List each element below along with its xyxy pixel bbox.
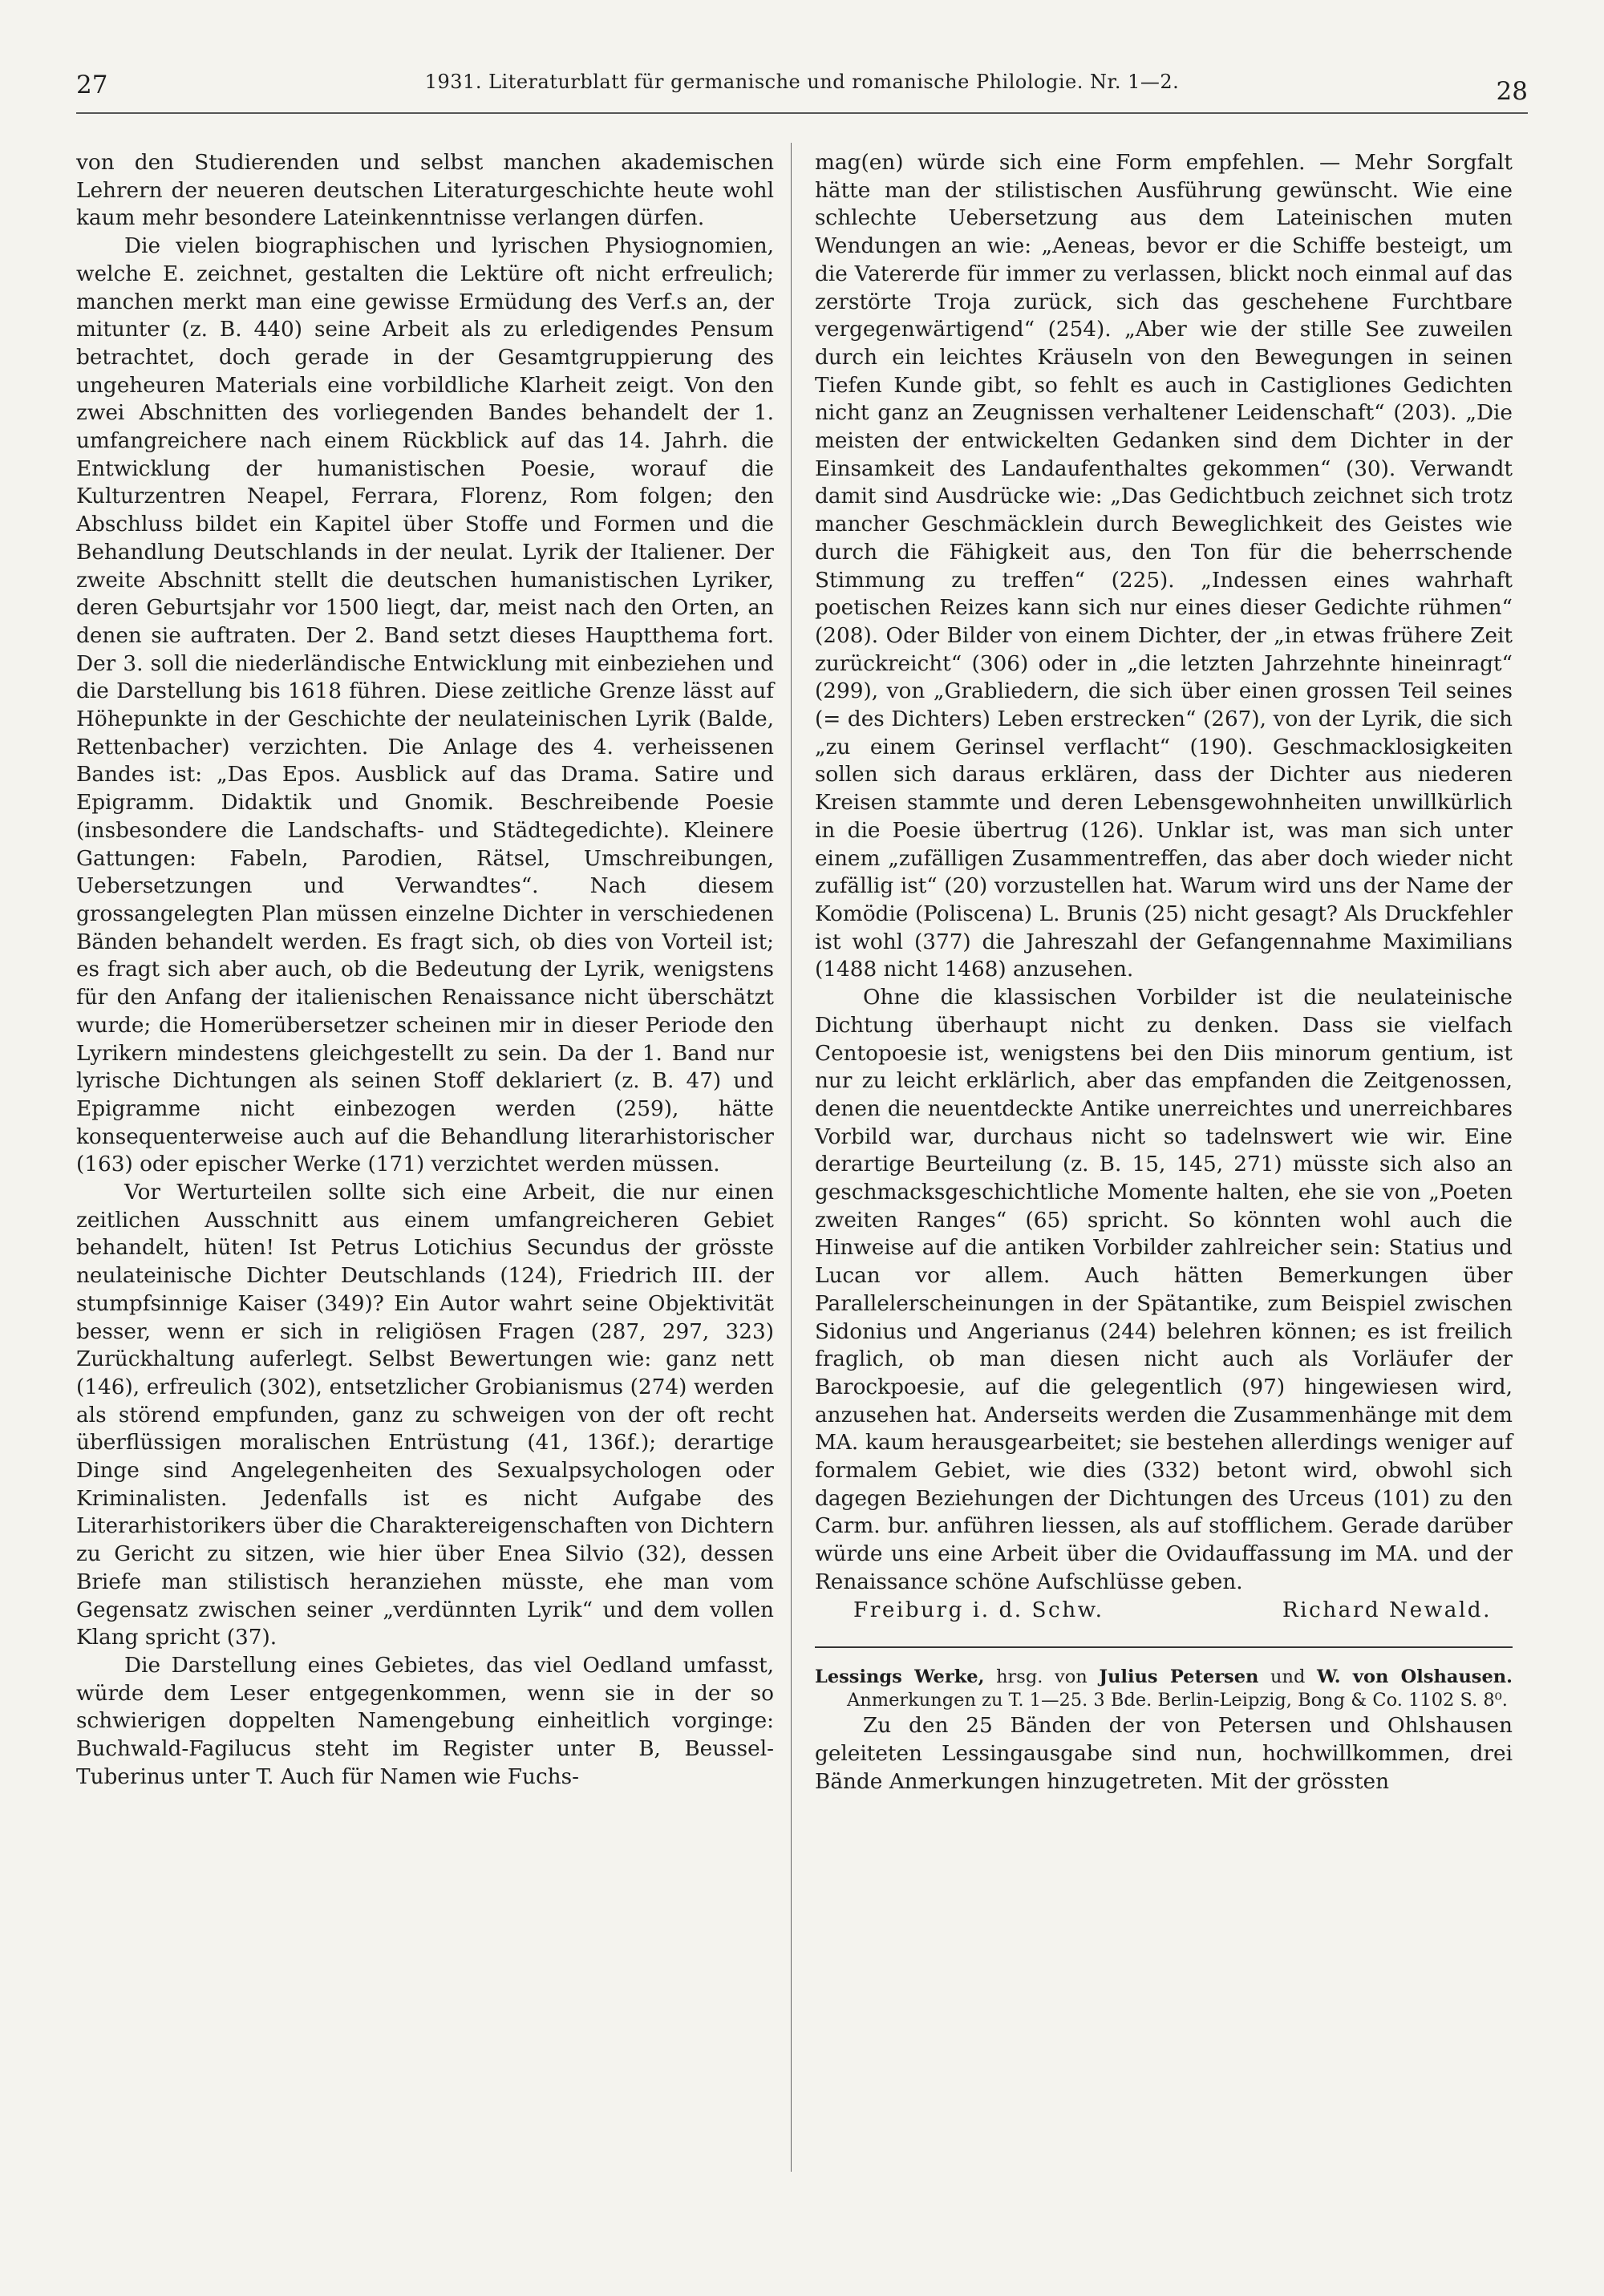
paragraph: Vor Werturteilen sollte sich eine Arbeit, die nur einen zeitlichen Ausschnitt aus einem umfangreicheren Gebiet behandelt, hüten! Ist Petrus Lotichius Secundus der grösste neulateinische Dichter Deutschlands (124), Friedrich III. der stumpfsinnige Kaiser (349)? Ein Autor wahrt seine Objektivität besser, wenn er sich in religiösen Fragen (287, 297, 323) Zurückhaltung auferlegt. Selbst Bewertungen wie: ganz nett (146), erfreulich (302), entsetzlicher Grobianismus (274) werden als störend empfunden, ganz zu schweigen von der oft recht überflüssigen moralischen Entrüstung (41, 136f.); derartige Dinge sind Angelegenheiten des Sexualpsychologen oder Kriminalisten. Jedenfalls ist es nicht Aufgabe des Literarhistorikers über die Charaktereigenschaften von Dichtern zu Gericht zu sitzen, wie hier über Enea Silvio (32), dessen Briefe man stilistisch heranziehen müsste, ehe man vom Gegensatz zwischen seiner „verdünnten Lyrik“ und dem vollen Klang spricht (37). (76, 1180, 774, 1650)
paragraph: Zu den 25 Bänden der von Petersen und Ohlshausen geleiteten Lessingausgabe sind nun, hochwillkommen, drei Bände Anmerkungen hinzugetreten. Mit der grössten (815, 1714, 1513, 1794)
paragraph: Die Darstellung eines Gebietes, das viel Oedland umfasst, würde dem Leser entgegenkommen, wenn sie in der so schwierigen doppelten Namengebung einheitlich vorginge: Buchwald-Fagilucus steht im Register unter B, Beussel-Tuberinus unter T. Auch für Namen wie Fuchs- (76, 1653, 774, 1789)
paragraph: mag(en) würde sich eine Form empfehlen. — Mehr Sorgfalt hätte man der stilistischen Ausführung gewünscht. Wie eine schlechte Uebersetzung aus dem Lateinischen muten Wendungen an wie: „Aeneas, bevor er die Schiffe besteigt, um die Vatererde für immer zu verlassen, blickt noch einmal auf das zerstörte Troja zurück, sich das geschehene Furchtbare vergegenwärtigend“ (254). „Aber wie der stille See zuweilen durch ein leichtes Kräuseln von den Bewegungen in seinen Tiefen Kunde gibt, so fehlt es auch in Castigliones Gedichten nicht ganz an Zeugnissen verhaltener Leidenschaft“ (203). „Die meisten der entwickelten Gedanken sind dem Dichter in der Einsamkeit des Landaufenthaltes gekommen“ (30). Verwandt damit sind Ausdrücke wie: „Das Gedichtbuch zeichnet sich trotz mancher Geschmäcklein durch Beweglichkeit des Geistes wie durch die Fähigkeit aus, den Ton für die beherrschende Stimmung zu treffen“ (225). „Indessen eines wahrhaft poetischen Reizes kann sich nur eines dieser Gedichte rühmen“ (208). Oder Bilder von einem Dichter, der „in etwas frühere Zeit zurückreicht“ (306) oder in „die letzten Jahrzehnte hineinragt“ (299), von „Grabliedern, die sich über einen grossen Teil seines (= des Dichters) Leben erstrecken“ (267), von der Lyrik, die sich „zu einem Gerinsel verflacht“ (190). Geschmacklosigkeiten sollen sich daraus erklären, dass der Dichter aus niederen Kreisen stammte und deren Lebensgewohnheiten unwillkürlich in die Poesie übertrug (126). Unklar ist, was man sich unter einem „zufälligen Zusammentreffen, das aber doch wieder nicht zufällig ist“ (20) vorzustellen hat. Warum wird uns der Name der Komödie (Poliscena) L. Brunis (25) nicht gesagt? Als Druckfehler ist wohl (377) die Jahreszahl der Gefangennahme Maximilians (1488 nicht 1468) anzusehen. (815, 151, 1513, 982)
page-header (76, 71, 1528, 111)
running-title: 1931. Literaturblatt für germanische und romanische Philologie. Nr. 1—2. (424, 71, 1180, 93)
paragraph: Ohne die klassischen Vorbilder ist die neulateinische Dichtung überhaupt nicht zu denken. Dass sie vielfach Centopoesie ist, wenigstens bei den Diis minorum gentium, ist nur zu leicht erklärlich, aber das empfanden die Zeitgenossen, denen die neuentdeckte Antike unerreichtes und unerreichbares Vorbild war, durchaus nicht so tadelnswert wie wir. Eine derartige Beurteilung (z. B. 15, 145, 271) müsste sich also an geschmacksgeschichtliche Momente halten, ehe sie von „Poeten zweiten Ranges“ (65) spricht. So könnten wohl auch die Hinweise auf die antiken Vorbilder zahlreicher sein: Statius und Lucan vor allem. Auch hätten Bemerkungen über Parallelerscheinungen in der Spätantike, zum Beispiel zwischen Sidonius und Angerianus (244) belehren können; es ist freilich fraglich, ob man diesen nicht auch als Vorläufer der Barockpoesie, auf die gelegentlich (97) hingewiesen wird, anzusehen hat. Anderseits werden die Zusammenhänge mit dem MA. kaum herausgearbeitet; sie bestehen allerdings weniger auf formalem Gebiet, wie dies (332) betont wird, obwohl sich dagegen Beziehungen der Dichtungen des Urceus (101) zu den Carm. bur. anführen liessen, als auf stofflichem. Gerade darüber würde uns eine Arbeit über die Ovidauffassung im MA. und der Renaissance schöne Aufschlüsse geben. (815, 986, 1513, 1594)
paragraph: von den Studierenden und selbst manchen akademischen Lehrern der neueren deutschen Literaturgeschichte heute wohl kaum mehr besondere Lateinkenntnisse verlangen dürfen. (76, 151, 774, 231)
signature-author: Richard Newald. (1282, 1597, 1492, 1622)
bib-text: hrsg. von (984, 1666, 1100, 1688)
review-signature (815, 1597, 1513, 1625)
bibliographic-entry (815, 1666, 1513, 1712)
page-number-right: 28 (1496, 77, 1528, 106)
bib-text: Anmerkungen zu T. 1—25. 3 Bde. Berlin-Leipzig, Bong & Co. 1102 S. 8⁰. (847, 1690, 1508, 1711)
signature-place: Freiburg i. d. Schw. (853, 1597, 1104, 1622)
section-separator (815, 1646, 1513, 1648)
column-divider (791, 143, 792, 2172)
bib-editor: Julius Petersen (1099, 1666, 1259, 1688)
header-rule (76, 112, 1528, 114)
right-column (815, 149, 1513, 1796)
bib-text: und (1258, 1666, 1318, 1688)
page-number-left: 27 (76, 71, 108, 99)
left-column (76, 149, 774, 1791)
paragraph: Die vielen biographischen und lyrischen Physiognomien, welche E. zeichnet, gestalten die Lektüre oft nicht erfreulich; manchen merkt man eine gewisse Ermüdung des Verf.s an, der mitunter (z. B. 440) seine Arbeit als zu erledigendes Pensum betrachtet, doch gerade in der Gesamtgruppierung des ungeheuren Materials eine vorbildliche Klarheit zeigt. Von den zwei Abschnitten des vorliegenden Bandes behandelt der 1. umfangreichere nach einem Rückblick auf das 14. Jahrh. die Entwicklung der humanistischen Poesie, worauf die Kulturzentren Neapel, Ferrara, Florenz, Rom folgen; den Abschluss bildet ein Kapitel über Stoffe und Formen und die Behandlung Deutschlands in der neulat. Lyrik der Italiener. Der zweite Abschnitt stellt die deutschen humanistischen Lyriker, deren Geburtsjahr vor 1500 liegt, dar, meist nach den Orten, an denen sie auftraten. Der 2. Band setzt dieses Hauptthema fort. Der 3. soll die niederländische Entwicklung mit einbeziehen und die Darstellung bis 1618 führen. Diese zeitliche Grenze lässt auf Höhepunkte in der Geschichte der neulateinischen Lyrik (Balde, Rettenbacher) verzichten. Die Anlage des 4. verheissenen Bandes ist: „Das Epos. Ausblick auf das Drama. Satire und Epigramm. Didaktik und Gnomik. Beschreibende Poesie (insbesondere die Landschafts- und Städtegedichte). Kleinere Gattungen: Fabeln, Parodien, Rätsel, Umschreibungen, Uebersetzungen und Verwandtes“. Nach diesem grossangelegten Plan müssen einzelne Dichter in verschiedenen Bänden behandelt werden. Es fragt sich, ob dies von Vorteil ist; es fragt sich aber auch, ob die Bedeutung der Lyrik, wenigstens für den Anfang der italienischen Renaissance nicht überschätzt wurde; die Homerübersetzer scheinen mir in dieser Periode den Lyrikern mindestens gleichgestellt zu sein. Da der 1. Band nur lyrische Dichtungen als seinen Stoff deklariert (z. B. 47) und Epigramme nicht einbezogen werden (259), hätte konsequenterweise auch auf die Behandlung literarhistorischer (163) oder epischer Werke (171) verzichtet werden müssen. (76, 234, 774, 1177)
bib-editor: W. von Olshausen. (1317, 1666, 1513, 1688)
bib-title: Lessings Werke, (815, 1666, 985, 1688)
